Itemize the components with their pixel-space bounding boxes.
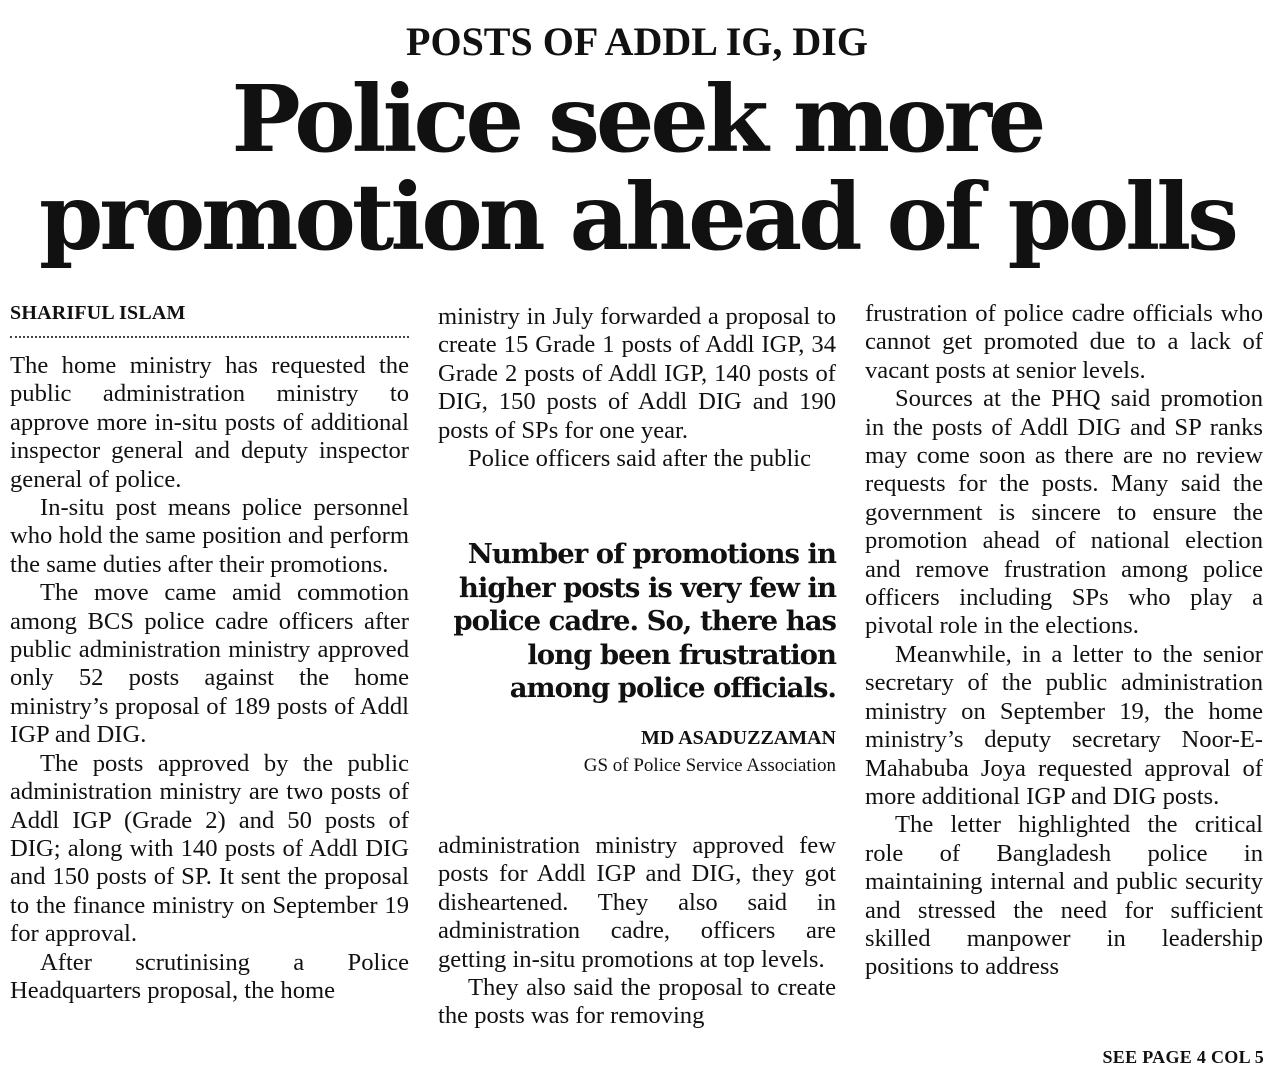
byline: SHARIFUL ISLAM [10,300,409,338]
paragraph: Meanwhile, in a letter to the senior secretary of the public administration ministry on September 19, the home ministry’s deputy secretary Noor-E-Mahabuba Joya requested approval of more additional IGP and DIG posts. [865,640,1263,810]
paragraph: administration ministry approved few posts for Addl IGP and DIG, they got disheartened. They also said in administration cadre, officers are getting in-situ promotions at top levels. [438,832,836,973]
pull-quote-attribution-role: GS of Police Service Association [583,754,836,776]
pull-quote [438,538,836,778]
paragraph: ministry in July forwarded a proposal to create 15 Grade 1 posts of Addl IGP, 34 Grade 2 posts of Addl IGP, 140 posts of DIG, 150 posts of Addl DIG and 190 posts of SPs for one year. [438,303,836,444]
paragraph: The posts approved by the public administration ministry are two posts of Addl IGP (Grade 2) and 50 posts of DIG; along with 140 posts of Addl DIG and 150 posts of SP. It sent the proposal to the finance ministry on September 19 for approval. [10,749,409,948]
headline-line-1: Police seek more [231,65,1043,173]
paragraph: frustration of police cadre officials who cannot get promoted due to a lack of vacant posts at senior levels. [865,300,1263,384]
column-1 [10,300,409,1005]
paragraph: They also said the proposal to create the posts was for removing [438,974,836,1030]
paragraph: The home ministry has requested the public administration ministry to approve more in-situ posts of additional inspector general and deputy inspector general of police. [10,352,409,493]
paragraph: The move came amid commotion among BCS police cadre officers after public administration ministry approved only 52 posts against the home ministry’s proposal of 189 posts of Addl IGP and DIG. [10,579,409,749]
pull-quote-text: Number of promotions in higher posts is very few in police cadre. So, there has long been frustration among police officials. [453,538,836,704]
headline [0,65,1274,271]
kicker: POSTS OF ADDL IG, DIG [406,19,868,64]
column-2-bottom [438,832,836,1031]
paragraph: Police officers said after the public [468,445,812,473]
headline-line-2: promotion ahead of polls [39,163,1235,271]
paragraph: The letter highlighted the critical role of Bangladesh police in maintaining internal and public security and stressed the need for sufficient skilled manpower in leadership positions to address [865,811,1263,981]
paragraph: In-situ post means police personnel who hold the same position and perform the same duties after their promotions. [10,494,409,578]
paragraph: After scrutinising a Police Headquarters proposal, the home [10,948,409,1004]
column-3 [865,300,1263,982]
continuation-jump: SEE PAGE 4 COL 5 [1102,1047,1264,1067]
paragraph: Sources at the PHQ said promotion in the posts of Addl DIG and SP ranks may come soon as there are no review requests for the posts. Many said the government is sincere to ensure the promotion ahead of national election and remove frustration among police officers including SPs who play a pivotal role in the elections. [865,385,1263,640]
pull-quote-attribution-name: MD ASADUZZAMAN [641,726,836,749]
column-2-top [438,300,836,473]
